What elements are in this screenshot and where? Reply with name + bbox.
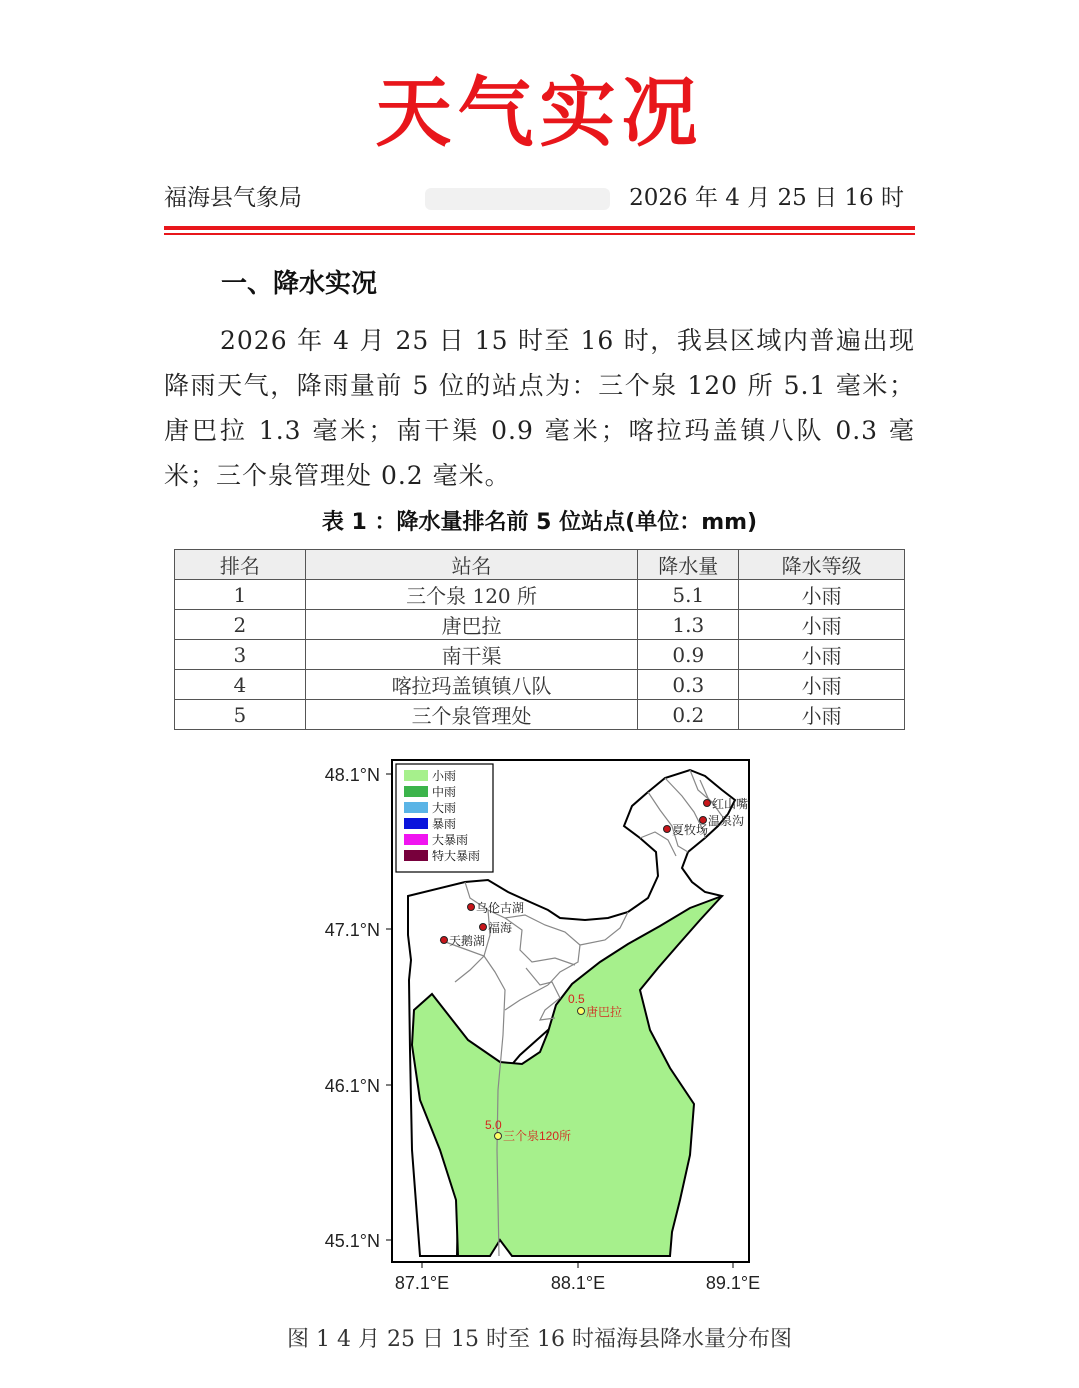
precipitation-table — [174, 549, 905, 730]
station-label: 福海 — [488, 921, 513, 935]
table-cell: 0.9 — [638, 640, 739, 670]
legend-swatch — [404, 802, 428, 813]
table-cell: 3 — [175, 640, 306, 670]
table-header-row — [175, 550, 905, 580]
legend-label: 暴雨 — [432, 817, 457, 831]
station-label: 唐巴拉 — [586, 1005, 623, 1019]
table-row — [175, 640, 905, 670]
station-label: 温泉沟 — [708, 814, 745, 828]
report-datetime: 2026 年 4 月 25 日 16 时 — [629, 185, 904, 211]
legend-label: 小雨 — [432, 769, 457, 783]
station-value: 0.5 — [568, 992, 585, 1006]
legend-swatch — [404, 786, 428, 797]
table-cell: 小雨 — [739, 610, 905, 640]
legend-swatch — [404, 770, 428, 781]
table-cell: 喀拉玛盖镇镇八队 — [305, 670, 638, 700]
station-label: 乌伦古湖 — [476, 901, 525, 915]
map-legend — [396, 764, 493, 872]
section-heading: 一、降水实况 — [221, 269, 378, 299]
table-cell: 小雨 — [739, 670, 905, 700]
redacted-text — [425, 188, 610, 210]
longitude-axis — [395, 1262, 760, 1293]
table-cell: 1.3 — [638, 610, 739, 640]
table-row — [175, 610, 905, 640]
table-cell: 南干渠 — [305, 640, 638, 670]
table-cell: 0.2 — [638, 700, 739, 730]
lon-label: 89.1°E — [705, 1273, 761, 1293]
station-marker — [664, 826, 671, 833]
table-header-cell: 降水量 — [638, 550, 739, 580]
station-marker — [441, 937, 448, 944]
table-row — [175, 580, 905, 610]
station-marker — [468, 904, 475, 911]
table-cell: 2 — [175, 610, 306, 640]
table-caption: 表 1 ：降水量排名前 5 位站点(单位：mm) — [321, 510, 758, 535]
lat-label: 45.1°N — [324, 1231, 380, 1251]
table-header-cell: 站名 — [305, 550, 638, 580]
table-cell: 唐巴拉 — [305, 610, 638, 640]
header-divider — [164, 226, 915, 230]
lat-label: 46.1°N — [324, 1076, 380, 1096]
legend-swatch — [404, 834, 428, 845]
table-header-cell: 排名 — [175, 550, 306, 580]
legend-label: 特大暴雨 — [432, 849, 481, 863]
table-cell: 小雨 — [739, 580, 905, 610]
precipitation-map — [290, 750, 790, 1310]
table-cell: 5.1 — [638, 580, 739, 610]
legend-swatch — [404, 818, 428, 829]
legend-label: 大雨 — [432, 801, 457, 815]
table-cell: 1 — [175, 580, 306, 610]
lat-label: 47.1°N — [324, 920, 380, 940]
table-row — [175, 670, 905, 700]
station-marker — [495, 1133, 502, 1140]
station-label: 夏牧场 — [672, 823, 709, 837]
table-header-cell: 降水等级 — [739, 550, 905, 580]
station-label: 三个泉120所 — [503, 1129, 572, 1143]
lat-label: 48.1°N — [324, 765, 380, 785]
table-cell: 0.3 — [638, 670, 739, 700]
station-marker — [704, 800, 711, 807]
station-label: 红山嘴 — [712, 797, 749, 811]
figure-caption: 图 1 4 月 25 日 15 时至 16 时福海县降水量分布图 — [287, 1327, 792, 1352]
station-value: 5.0 — [485, 1118, 502, 1132]
table-cell: 小雨 — [739, 640, 905, 670]
table-cell: 小雨 — [739, 700, 905, 730]
table-cell: 三个泉 120 所 — [305, 580, 638, 610]
legend-swatch — [404, 850, 428, 861]
agency-name: 福海县气象局 — [164, 185, 302, 211]
legend-label: 中雨 — [432, 785, 457, 799]
station-label: 天鹅湖 — [449, 934, 486, 948]
lon-label: 87.1°E — [394, 1273, 450, 1293]
section-paragraph: 2026 年 4 月 25 日 15 时至 16 时，我县区域内普遍出现降雨天气，降雨量前 5 位的站点为：三个泉 120 所 5.1 毫米；唐巴拉 1.3 毫米；南干渠 0.9 毫米；喀拉玛盖镇八队 0.3 毫米；三个泉管理处 0.2 毫米。 — [164, 326, 915, 490]
table-cell: 5 — [175, 700, 306, 730]
table-cell: 三个泉管理处 — [305, 700, 638, 730]
station-marker — [480, 924, 487, 931]
header-divider-thin — [164, 233, 915, 235]
report-title: 天气实况 — [375, 68, 704, 157]
station-marker — [578, 1008, 585, 1015]
lon-label: 88.1°E — [550, 1273, 606, 1293]
table-row — [175, 700, 905, 730]
table-cell: 4 — [175, 670, 306, 700]
legend-label: 大暴雨 — [432, 833, 469, 847]
latitude-axis — [325, 765, 392, 1251]
